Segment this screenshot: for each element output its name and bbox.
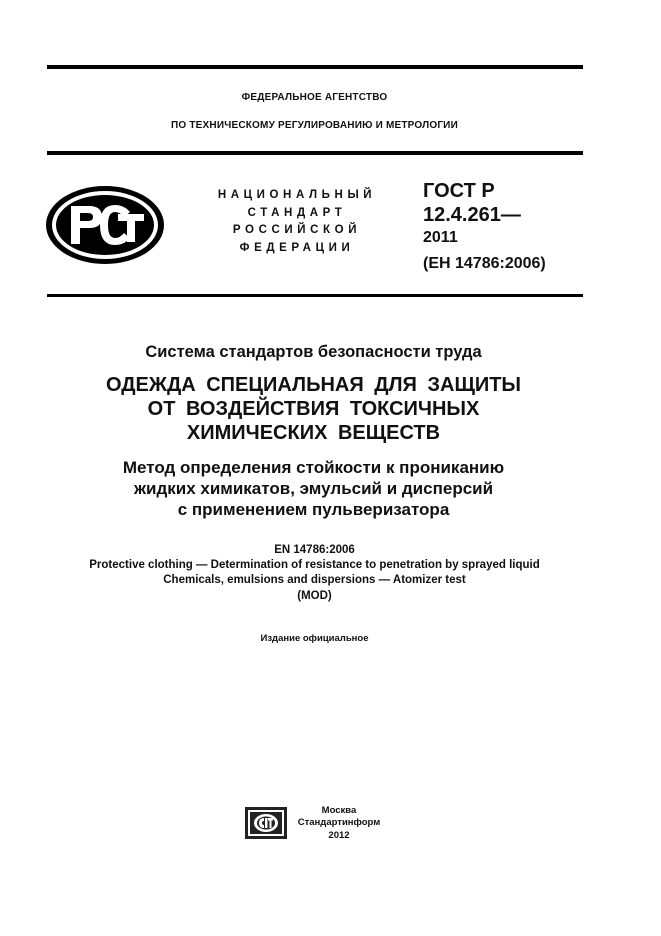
national-standard-line-4: ФЕДЕРАЦИИ [239,242,355,254]
agency-line-1: ФЕДЕРАЛЬНОЕ АГЕНТСТВО [241,92,388,103]
en-mod: (MOD) [297,590,332,602]
publisher-city: Москва [321,805,357,816]
standartinform-logo-icon [245,807,287,839]
en-title-line-2: Chemicals, emulsions and dispersions — Atomizer test [163,574,466,586]
subtitle-line-2: жидких химикатов, эмульсий и дисперсий [133,479,494,498]
gost-designation-line-1: ГОСТ Р [423,180,495,202]
en-title-line-1: Protective clothing — Determination of resistance to penetration by sprayed liquid [89,559,540,571]
lower-rule [47,294,583,297]
national-standard-line-3: РОССИЙСКОЙ [232,224,362,236]
main-title-line-1: ОДЕЖДА СПЕЦИАЛЬНАЯ ДЛЯ ЗАЩИТЫ [106,374,521,396]
publisher-year: 2012 [328,830,350,841]
main-title-line-2: ОТ ВОЗДЕЙСТВИЯ ТОКСИЧНЫХ [147,398,480,420]
series-title: Система стандартов безопасности труда [145,343,482,361]
subtitle-line-1: Метод определения стойкости к прониканию [122,458,505,477]
publisher-name: Стандартинформ [297,817,381,828]
main-title-line-3: ХИМИЧЕСКИХ ВЕЩЕСТВ [186,422,441,444]
en-code: EN 14786:2006 [274,544,355,556]
agency-line-2: ПО ТЕХНИЧЕСКОМУ РЕГУЛИРОВАНИЮ И МЕТРОЛОГИИ [171,120,458,131]
rst-logo-icon [44,184,166,266]
gost-designation-line-4: (ЕН 14786:2006) [423,255,546,272]
subtitle-line-3: с применением пульверизатора [177,500,450,519]
top-rule [47,65,583,69]
gost-designation-line-3: 2011 [423,229,458,246]
national-standard-line-2: СТАНДАРТ [247,207,347,219]
edition-label: Издание официальное [260,633,369,644]
gost-designation-line-2: 12.4.261— [423,204,521,226]
national-standard-line-1: НАЦИОНАЛЬНЫЙ [217,189,377,201]
upper-rule [47,151,583,155]
